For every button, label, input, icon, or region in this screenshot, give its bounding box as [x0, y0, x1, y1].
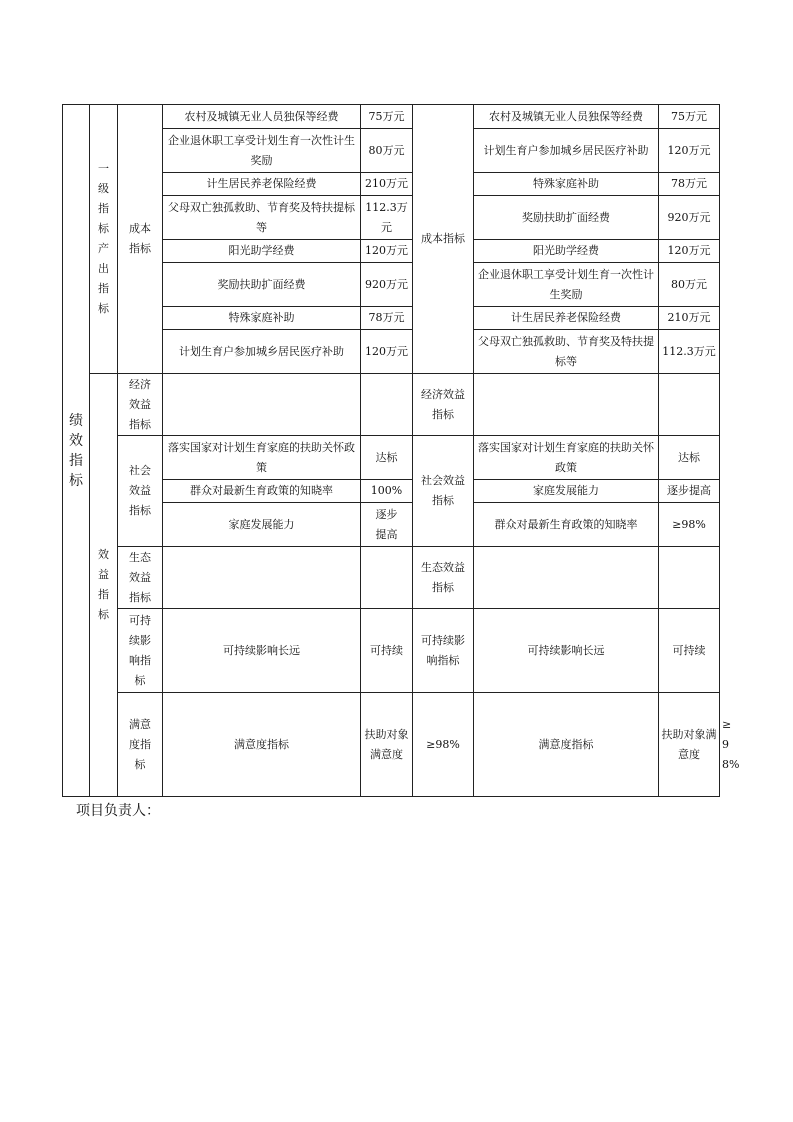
cost-item-right: 农村及城镇无业人员独保等经费 — [474, 105, 659, 129]
level1-benefit-label: 效益指标 — [90, 374, 118, 797]
cost-item-right: 阳光助学经费 — [474, 240, 659, 263]
cost-item-left: 计划生育户参加城乡居民医疗补助 — [163, 330, 361, 374]
cost-value-right: 78万元 — [659, 173, 720, 196]
sustain-item-right: 可持续影响长远 — [474, 609, 659, 693]
social-indicator-label-left: 社会效益指标 — [118, 436, 163, 547]
cost-value-right: 120万元 — [659, 240, 720, 263]
project-leader-label: 项目负责人： — [76, 803, 160, 819]
cost-item-left: 特殊家庭补助 — [163, 307, 361, 330]
sustain-value-right: 可持续 — [659, 609, 720, 693]
economic-item-right — [474, 374, 659, 436]
cost-item-left: 奖励扶助扩面经费 — [163, 263, 361, 307]
social-value-left: 达标 — [361, 436, 413, 480]
cost-item-right: 奖励扶助扩面经费 — [474, 196, 659, 240]
satisfaction-indicator-label-left: 满意度指标 — [163, 693, 361, 797]
social-value-right: ≥98% — [659, 503, 720, 547]
social-value-right: 达标 — [659, 436, 720, 480]
social-item-left: 家庭发展能力 — [163, 503, 361, 547]
satisfaction-item-right: 扶助对象满意度 — [659, 693, 720, 797]
cost-item-left: 父母双亡独孤救助、节育奖及特扶提标等 — [163, 196, 361, 240]
level1-satisfaction-label: 满意度指标 — [118, 693, 163, 797]
social-item-left: 群众对最新生育政策的知晓率 — [163, 480, 361, 503]
social-item-left: 落实国家对计划生育家庭的扶助关怀政策 — [163, 436, 361, 480]
cost-value-right: 112.3万元 — [659, 330, 720, 374]
cost-item-left: 计生居民养老保险经费 — [163, 173, 361, 196]
social-indicator-label-right: 社会效益指标 — [413, 436, 474, 547]
cost-value-left: 80万元 — [361, 129, 413, 173]
performance-indicator-category: 绩效指标 — [63, 105, 90, 797]
cost-value-left: 78万元 — [361, 307, 413, 330]
cost-indicator-label-left: 成本指标 — [118, 105, 163, 374]
sustain-value-left: 可持续 — [361, 609, 413, 693]
social-value-right: 逐步提高 — [659, 480, 720, 503]
social-item-right: 落实国家对计划生育家庭的扶助关怀政策 — [474, 436, 659, 480]
cost-item-right: 特殊家庭补助 — [474, 173, 659, 196]
cost-value-right: 920万元 — [659, 196, 720, 240]
cost-value-left: 920万元 — [361, 263, 413, 307]
economic-value-left — [361, 374, 413, 436]
cost-value-left: 210万元 — [361, 173, 413, 196]
cost-value-left: 112.3万元 — [361, 196, 413, 240]
eco-item-right — [474, 547, 659, 609]
satisfaction-item-left: 扶助对象满意度 — [361, 693, 413, 797]
cost-value-left: 75万元 — [361, 105, 413, 129]
social-value-left: 100% — [361, 480, 413, 503]
satisfaction-indicator-label-right: 满意度指标 — [474, 693, 659, 797]
cost-item-right: 企业退休职工享受计划生育一次性计生奖励 — [474, 263, 659, 307]
cost-value-left: 120万元 — [361, 240, 413, 263]
eco-value-right — [659, 547, 720, 609]
cost-value-right: 120万元 — [659, 129, 720, 173]
cost-item-left: 企业退休职工享受计划生育一次性计生奖励 — [163, 129, 361, 173]
cost-value-left: 120万元 — [361, 330, 413, 374]
sustain-indicator-label-left: 可持续影响指标 — [118, 609, 163, 693]
eco-indicator-label-left: 生态效益指标 — [118, 547, 163, 609]
cost-item-right: 父母双亡独孤救助、节育奖及特扶提标等 — [474, 330, 659, 374]
economic-value-right — [659, 374, 720, 436]
sustain-item-left: 可持续影响长远 — [163, 609, 361, 693]
performance-indicator-table: 绩效指标 一级指标产出指标 成本指标 农村及城镇无业人员独保等经费 75万元 成本指标 农村及城镇无业人员独保等经费 75万元 企业退休职工享受计划生育一次性计生奖励 80万元 计划生育户参加城乡居民医疗补助 120万元 计生居民养老保险经费 210万元 特殊家庭补助 78万元 父母双亡独孤救助、节育奖及特扶提标等 112.3万元 奖励扶助扩面经费 920万元 阳光助学经费 120万元 阳光助学经费 120万元 奖励扶助扩面经费 920万元 企业退休职工享受计划生育一次性计生奖励 80万元 特殊家庭补助 78万元 计生居民养老保险经费 210万元 计划生育户参加城乡居民医疗补助 120万元 父母双亡独孤救助、节育奖及特扶提标等 112.3万元 效益指标 经济效益指标 经济效益指标 社会效益指标 落实国家对计划生育家庭的扶助关怀政策 达标 社会效益指标 落实国家对计划生育家庭的扶助关怀政策 达标 群众对最新生育政策的知晓率 100% 家庭发展能力 逐步提高 家庭发展能力 逐步提高 群众对最新生育政策的知晓率 ≥98% 生态效益指标 生态效益指标 可持续影响指标 可持续影响长远 可持续 可持续影响指标 可持续影响长远 可持续 满意度指标 满意度指标 扶助对象满意度 ≥98% 满意度指标 扶助对象满意度 ≥98% — [62, 104, 720, 797]
cost-value-right: 80万元 — [659, 263, 720, 307]
economic-indicator-label-left: 经济效益指标 — [118, 374, 163, 436]
satisfaction-value-left: ≥98% — [413, 693, 474, 797]
economic-indicator-label-right: 经济效益指标 — [413, 374, 474, 436]
cost-value-right: 210万元 — [659, 307, 720, 330]
level1-output-label: 一级指标产出指标 — [90, 105, 118, 374]
social-value-left: 逐步提高 — [361, 503, 413, 547]
eco-item-left — [163, 547, 361, 609]
eco-value-left — [361, 547, 413, 609]
cost-item-right: 计划生育户参加城乡居民医疗补助 — [474, 129, 659, 173]
cost-value-right: 75万元 — [659, 105, 720, 129]
economic-item-left — [163, 374, 361, 436]
sustain-indicator-label-right: 可持续影响指标 — [413, 609, 474, 693]
cost-indicator-label-right: 成本指标 — [413, 105, 474, 374]
cost-item-right: 计生居民养老保险经费 — [474, 307, 659, 330]
eco-indicator-label-right: 生态效益指标 — [413, 547, 474, 609]
social-item-right: 家庭发展能力 — [474, 480, 659, 503]
cost-item-left: 农村及城镇无业人员独保等经费 — [163, 105, 361, 129]
social-item-right: 群众对最新生育政策的知晓率 — [474, 503, 659, 547]
cost-item-left: 阳光助学经费 — [163, 240, 361, 263]
